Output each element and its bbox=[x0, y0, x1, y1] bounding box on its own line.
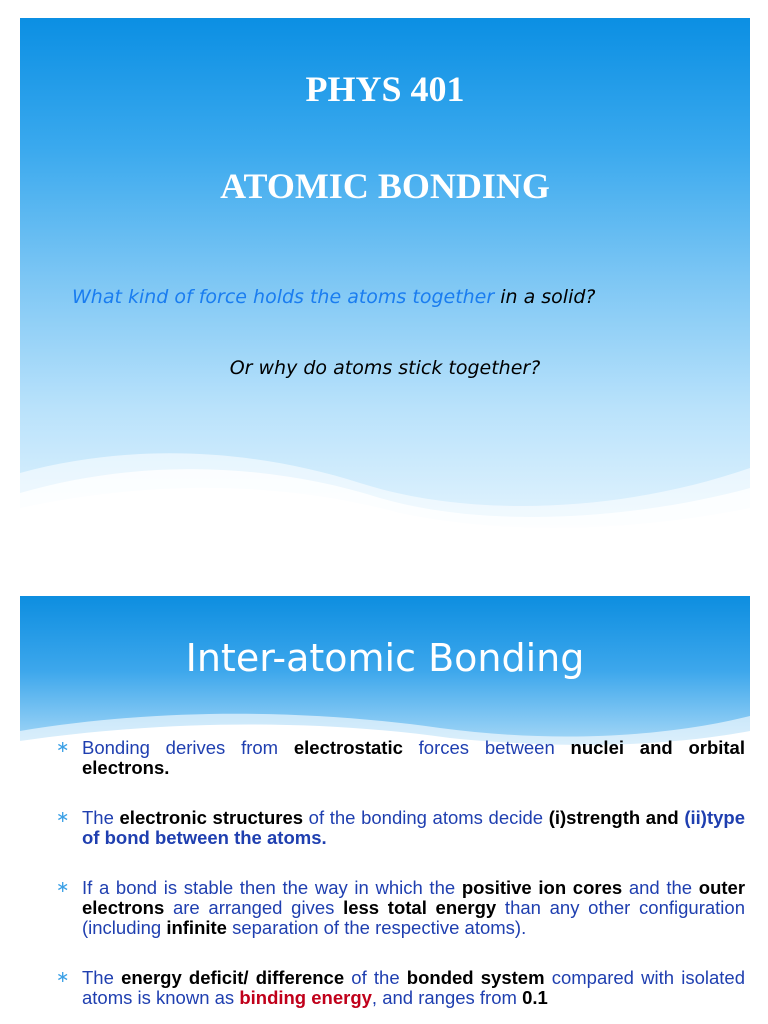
wave-decoration bbox=[20, 438, 750, 538]
slide-title: ATOMIC BONDING bbox=[220, 166, 550, 206]
question-secondary: Or why do atoms stick together? bbox=[229, 357, 541, 379]
question-main bbox=[72, 286, 596, 308]
slide-header bbox=[20, 596, 750, 746]
bullet-list bbox=[54, 738, 745, 1024]
question-part1: What kind of force holds the atoms together bbox=[72, 286, 495, 308]
question-part2: in a solid? bbox=[500, 286, 596, 308]
slide-title: Inter-atomic Bonding bbox=[185, 636, 585, 680]
list-item: ∗ If a bond is stable then the way in which the positive ion cores and the outer electrons are arranged gives less total energy than any other configuration (including infinite separation of the respective atoms). bbox=[54, 878, 745, 938]
content-slide bbox=[20, 596, 750, 1024]
list-item: ∗ The energy deficit/ difference of the bonded system compared with isolated atoms is known as binding energy, and ranges from 0.1 bbox=[54, 968, 745, 1008]
course-code: PHYS 401 bbox=[305, 69, 465, 109]
list-item: ∗ The electronic structures of the bonding atoms decide (i)strength and (ii)type of bond between the atoms. bbox=[54, 808, 745, 848]
title-slide bbox=[20, 18, 750, 538]
list-item: ∗ Bonding derives from electrostatic forces between nuclei and orbital electrons. bbox=[54, 738, 745, 778]
